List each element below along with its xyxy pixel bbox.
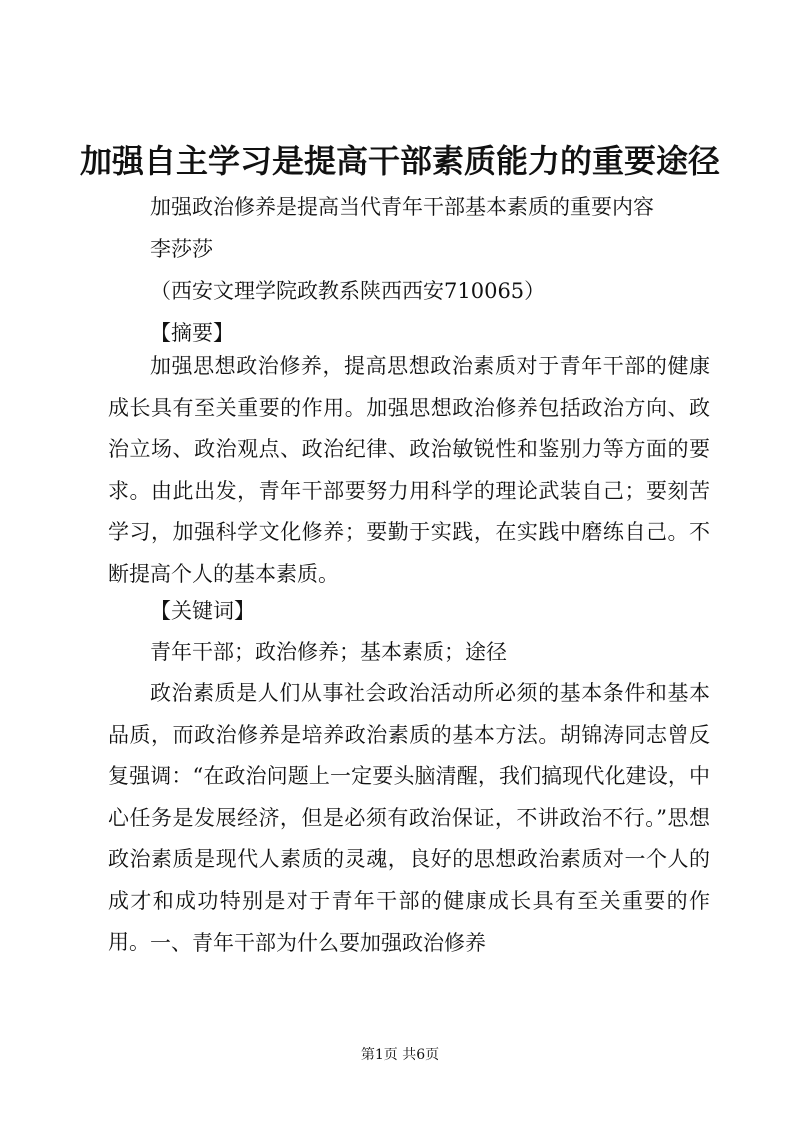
author-name: 李莎莎 bbox=[150, 237, 213, 261]
subtitle: 加强政治修养是提高当代青年干部基本素质的重要内容 bbox=[150, 195, 654, 219]
keywords-heading: 【关键词】 bbox=[150, 599, 255, 623]
author-affiliation: （西安文理学院政教系陕西西安710065） bbox=[150, 279, 546, 303]
keywords-line: 青年干部；政治修养；基本素质；途径 bbox=[150, 640, 507, 664]
section-heading: 一、青年干部为什么要加强政治修养 bbox=[150, 931, 486, 955]
body-paragraph: 政治素质是人们从事社会政治活动所必须的基本条件和基本品质，而政治修养是培养政治素质的基本方法。胡锦涛同志曾反复强调：“在政治问题上一定要头脑清醒，我们搞现代化建设，中心任务是发展经济，但是必须有政治保证，不讲政治不行。”思想政治素质是现代人素质的灵魂，良好的思想政治素质对一个人的成才和成功特别是对于青年干部的健康成长具有至关重要的作用。 bbox=[108, 681, 710, 954]
abstract-paragraph: 加强思想政治修养，提高思想政治素质对于青年干部的健康成长具有至关重要的作用。加强思想政治修养包括政治方向、政治立场、政治观点、政治纪律、政治敏锐性和鉴别力等方面的要求。由此出发，青年干部要努力用科学的理论武装自己；要刻苦学习，加强科学文化修养；要勤于实践，在实践中磨练自己。不断提高个人的基本素质。 bbox=[108, 354, 710, 586]
abstract-heading: 【摘要】 bbox=[150, 321, 234, 345]
page-footer: 第1页 共6页 bbox=[360, 1047, 440, 1063]
document-title: 加强自主学习是提高干部素质能力的重要途径 bbox=[79, 142, 720, 180]
